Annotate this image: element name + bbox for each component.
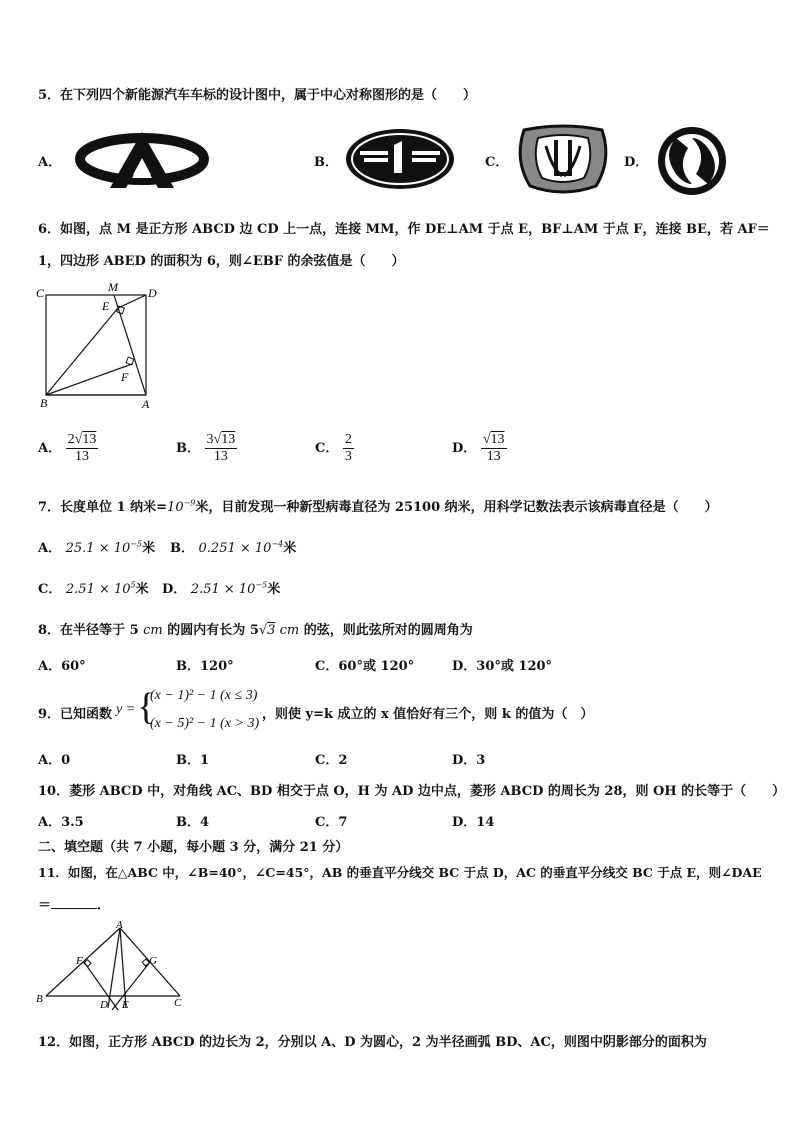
q9-piece-1: (x − 1)² − 1 (x ≤ 3)	[150, 688, 258, 703]
q11-triangle-figure	[34, 920, 194, 1012]
q5-option-b-letter: B．	[314, 155, 338, 170]
q9-stem-lead: 9．已知函数	[38, 707, 113, 722]
q8-option-b[interactable]: B．120°	[176, 659, 234, 674]
q10-option-a[interactable]: A．3.5	[38, 815, 84, 830]
q6-label-e: E	[102, 299, 110, 313]
q7-option-c[interactable]: C． $2.51 \times 10^5$米	[38, 580, 149, 597]
q5-option-a-letter: A．	[38, 155, 62, 170]
q10-option-b[interactable]: B．4	[176, 815, 210, 830]
q6-option-b[interactable]: B． $\frac{3√13}{13}$	[176, 432, 236, 464]
q6-option-c[interactable]: C． $\frac{2}{3}$	[315, 432, 352, 464]
faw-logo-icon	[344, 127, 456, 191]
q7-option-d[interactable]: D． $2.51 \times 10^{-5}$米	[162, 580, 281, 597]
q5-option-d-letter: D．	[624, 155, 649, 170]
q10-stem: 10．菱形 ABCD 中，对角线 AC、BD 相交于点 O，H 为 AD 边中点，菱形 ABCD 的周长为 28，则 OH 的长等于（ ）	[38, 784, 786, 799]
q11-stem-line2: ＝ ．	[38, 898, 111, 913]
q11-label-g: G	[149, 955, 157, 967]
q6-square-figure	[34, 280, 164, 410]
q6-label-m: M	[108, 280, 118, 294]
q6-label-b: B	[40, 396, 48, 410]
q9-brace: {	[137, 686, 156, 728]
q8-stem: 8．在半径等于 5 cm 的圆内有长为 5√3 cm 的弦，则此弦所对的圆周角为	[38, 623, 473, 638]
q10-option-d[interactable]: D．14	[452, 815, 495, 830]
q6-stem-line1: 6．如图，点 M 是正方形 ABCD 边 CD 上一点，连接 MM，作 DE⊥AM 于点 E，BF⊥AM 于点 F，连接 BE，若 AF＝	[38, 222, 770, 237]
q11-stem-line1: 11．如图，在△ABC 中，∠B=40°，∠C=45°，AB 的垂直平分线交 BC 于点 D，AC 的垂直平分线交 BC 于点 E，则∠DAE	[38, 865, 762, 880]
q9-option-b[interactable]: B．1	[176, 753, 210, 768]
q6-option-a[interactable]: A． $\frac{2√13}{13}$	[38, 432, 97, 464]
q8-option-d[interactable]: D．30°或 120°	[452, 659, 553, 674]
q6-option-d[interactable]: D． $\frac{√13}{13}$	[452, 432, 505, 464]
q12-stem: 12．如图，正方形 ABCD 的边长为 2，分别以 A、D 为圆心，2 为半径画弧 BD、AC，则图中阴影部分的面积为	[38, 1035, 707, 1050]
baic-logo-icon	[512, 124, 614, 196]
q11-label-c: C	[174, 997, 182, 1009]
q9-function-name: y =	[116, 702, 136, 717]
q6-label-c: C	[36, 286, 45, 300]
q7-stem: 7．长度单位 1 纳米$=10^{-9}$米，目前发现一种新型病毒直径为 25100 纳米，用科学记数法表示该病毒直径是（ ）	[38, 498, 718, 515]
q11-label-e: E	[122, 999, 129, 1011]
q6-label-a: A	[142, 397, 150, 411]
chery-logo-icon	[74, 130, 210, 188]
section-heading: 二、填空题（共 7 小题，每小题 3 分，满分 21 分）	[38, 840, 349, 855]
q8-option-a[interactable]: A．60°	[38, 659, 86, 674]
q9-option-d[interactable]: D．3	[452, 753, 486, 768]
q7-option-a[interactable]: A． $25.1 \times 10^{-5}$米	[38, 539, 156, 556]
q5-option-c-letter: C．	[485, 155, 509, 170]
q7-option-b[interactable]: B． $0.251 \times 10^{-4}$米	[170, 539, 297, 556]
q9-piece-2: (x − 5)² − 1 (x > 3)	[150, 716, 260, 731]
q11-label-b: B	[36, 993, 43, 1005]
dongfeng-logo-icon	[654, 124, 730, 198]
q8-option-c[interactable]: C．60°或 120°	[315, 659, 415, 674]
q9-stem-tail: ，则使 y=k 成立的 x 值恰好有三个，则 k 的值为（ ）	[262, 707, 594, 722]
q6-label-d: D	[148, 286, 157, 300]
q10-option-c[interactable]: C．7	[315, 815, 348, 830]
q9-option-c[interactable]: C．2	[315, 753, 348, 768]
q11-label-f: F	[76, 955, 83, 967]
q11-label-a: A	[116, 919, 123, 931]
q5-stem: 5．在下列四个新能源汽车车标的设计图中，属于中心对称图形的是（ ）	[38, 88, 477, 103]
q6-label-f: F	[121, 370, 129, 384]
q11-label-d: D	[100, 999, 108, 1011]
q11-answer-blank[interactable]	[51, 908, 97, 909]
q6-stem-line2: 1，四边形 ABED 的面积为 6，则∠EBF 的余弦值是（ ）	[38, 254, 405, 269]
q9-option-a[interactable]: A．0	[38, 753, 71, 768]
